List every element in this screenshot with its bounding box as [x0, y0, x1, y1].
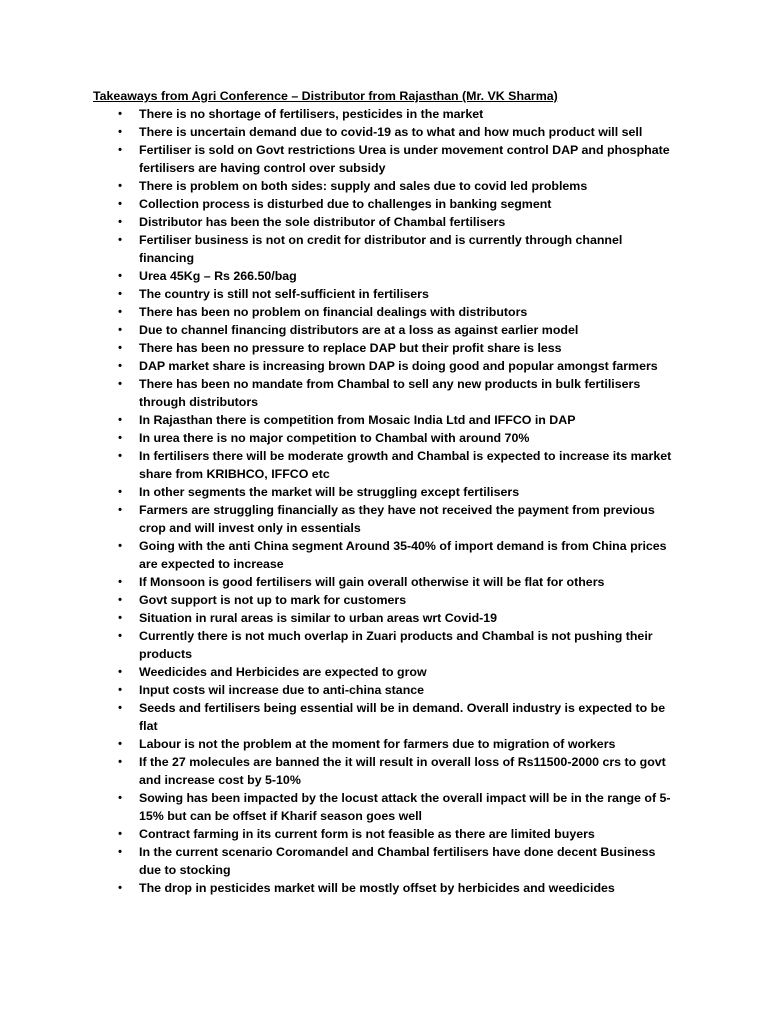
- bullet-icon: •: [118, 846, 122, 858]
- list-item: [0, 357, 679, 375]
- bullet-icon: •: [118, 756, 122, 768]
- bullet-icon: •: [118, 270, 122, 282]
- list-item: [0, 141, 679, 177]
- bullet-icon: •: [118, 612, 122, 624]
- list-item-text: The country is still not self-sufficient in fertilisers: [139, 287, 429, 301]
- list-item-text: Fertiliser business is not on credit for distributor and is currently through channel financing: [139, 233, 623, 265]
- bullet-icon: •: [118, 828, 122, 840]
- bullet-icon: •: [118, 684, 122, 696]
- list-item-text: Labour is not the problem at the moment for farmers due to migration of workers: [139, 737, 616, 751]
- list-item: [0, 447, 679, 483]
- bullet-icon: •: [118, 486, 122, 498]
- list-item: [0, 411, 679, 429]
- bullet-icon: •: [118, 432, 122, 444]
- bullet-icon: •: [118, 342, 122, 354]
- list-item: [0, 843, 679, 879]
- list-item-text: Input costs wil increase due to anti-china stance: [139, 683, 425, 697]
- list-item: [0, 627, 679, 663]
- list-item: [0, 753, 679, 789]
- list-item: [0, 609, 679, 627]
- list-item-text: In the current scenario Coromandel and Chambal fertilisers have done decent Business due to stocking: [139, 845, 656, 877]
- bullet-icon: •: [118, 144, 122, 156]
- list-item-text: Urea 45Kg – Rs 266.50/bag: [139, 269, 297, 283]
- list-item-text: There has been no problem on financial dealings with distributors: [139, 305, 528, 319]
- bullet-icon: •: [118, 450, 122, 462]
- list-item: [0, 195, 679, 213]
- list-item-text: If the 27 molecules are banned the it will result in overall loss of Rs11500-2000 crs to govt and increase cost by 5-10%: [139, 755, 666, 787]
- list-item-text: Seeds and fertilisers being essential will be in demand. Overall industry is expected to be flat: [139, 701, 666, 733]
- bullet-icon: •: [118, 882, 122, 894]
- bullet-icon: •: [118, 504, 122, 516]
- list-item-text: If Monsoon is good fertilisers will gain overall otherwise it will be flat for others: [139, 575, 605, 589]
- list-item: [0, 267, 679, 285]
- list-item: [0, 123, 679, 141]
- list-item: [0, 537, 679, 573]
- list-item-text: There is problem on both sides: supply and sales due to covid led problems: [139, 179, 588, 193]
- list-item-text: Situation in rural areas is similar to urban areas wrt Covid-19: [139, 611, 498, 625]
- list-item-text: Farmers are struggling financially as they have not received the payment from previous crop and will invest only in essentials: [139, 503, 655, 535]
- list-item: [0, 321, 679, 339]
- list-item: [0, 573, 679, 591]
- list-item-text: Govt support is not up to mark for customers: [139, 593, 407, 607]
- bullet-icon: •: [118, 216, 122, 228]
- bullet-icon: •: [118, 594, 122, 606]
- bullet-icon: •: [118, 414, 122, 426]
- bullet-icon: •: [118, 288, 122, 300]
- list-item-text: Due to channel financing distributors are at a loss as against earlier model: [139, 323, 579, 337]
- bullet-icon: •: [118, 324, 122, 336]
- bullet-icon: •: [118, 126, 122, 138]
- bullet-icon: •: [118, 180, 122, 192]
- list-item: [0, 231, 679, 267]
- takeaways-list: [0, 105, 768, 897]
- list-item: [0, 177, 679, 195]
- list-item-text: Weedicides and Herbicides are expected to grow: [139, 665, 427, 679]
- list-item-text: Distributor has been the sole distributor of Chambal fertilisers: [139, 215, 506, 229]
- list-item: [0, 591, 679, 609]
- bullet-icon: •: [118, 378, 122, 390]
- list-item: [0, 501, 679, 537]
- bullet-icon: •: [118, 360, 122, 372]
- list-item: [0, 375, 679, 411]
- list-item: [0, 429, 679, 447]
- bullet-icon: •: [118, 792, 122, 804]
- bullet-icon: •: [118, 540, 122, 552]
- list-item: [0, 339, 679, 357]
- list-item: [0, 303, 679, 321]
- list-item-text: Going with the anti China segment Around 35-40% of import demand is from China prices are expected to increase: [139, 539, 667, 571]
- list-item-text: There is uncertain demand due to covid-19 as to what and how much product will sell: [139, 125, 643, 139]
- list-item-text: There is no shortage of fertilisers, pesticides in the market: [139, 107, 484, 121]
- list-item-text: Collection process is disturbed due to challenges in banking segment: [139, 197, 552, 211]
- bullet-icon: •: [118, 576, 122, 588]
- list-item-text: DAP market share is increasing brown DAP is doing good and popular amongst farmers: [139, 359, 658, 373]
- list-item: [0, 681, 679, 699]
- list-item-text: Currently there is not much overlap in Zuari products and Chambal is not pushing their products: [139, 629, 653, 661]
- list-item: [0, 789, 679, 825]
- list-item-text: Fertiliser is sold on Govt restrictions Urea is under movement control DAP and phosphate fertilisers are having control over subsidy: [139, 143, 670, 175]
- bullet-icon: •: [118, 630, 122, 642]
- bullet-icon: •: [118, 702, 122, 714]
- list-item: [0, 483, 679, 501]
- bullet-icon: •: [118, 666, 122, 678]
- list-item: [0, 213, 679, 231]
- list-item: [0, 735, 679, 753]
- list-item-text: Contract farming in its current form is not feasible as there are limited buyers: [139, 827, 595, 841]
- bullet-icon: •: [118, 234, 122, 246]
- list-item-text: The drop in pesticides market will be mostly offset by herbicides and weedicides: [139, 881, 615, 895]
- list-item: [0, 105, 679, 123]
- list-item-text: In fertilisers there will be moderate growth and Chambal is expected to increase its market share from KRIBHCO, IFFCO etc: [139, 449, 672, 481]
- list-item-text: In Rajasthan there is competition from Mosaic India Ltd and IFFCO in DAP: [139, 413, 576, 427]
- bullet-icon: •: [118, 306, 122, 318]
- list-item-text: Sowing has been impacted by the locust attack the overall impact will be in the range of 5-15% but can be offset if Kharif season goes well: [139, 791, 671, 823]
- bullet-icon: •: [118, 198, 122, 210]
- list-item-text: There has been no pressure to replace DAP but their profit share is less: [139, 341, 562, 355]
- bullet-icon: •: [118, 738, 122, 750]
- list-item-text: In urea there is no major competition to Chambal with around 70%: [139, 431, 530, 445]
- list-item-text: In other segments the market will be struggling except fertilisers: [139, 485, 520, 499]
- list-item: [0, 879, 679, 897]
- list-item: [0, 699, 679, 735]
- list-item-text: There has been no mandate from Chambal to sell any new products in bulk fertilisers through distributors: [139, 377, 641, 409]
- list-item: [0, 285, 679, 303]
- list-item: [0, 825, 679, 843]
- bullet-icon: •: [118, 108, 122, 120]
- list-item: [0, 663, 679, 681]
- document-title: Takeaways from Agri Conference – Distributor from Rajasthan (Mr. VK Sharma): [93, 89, 558, 103]
